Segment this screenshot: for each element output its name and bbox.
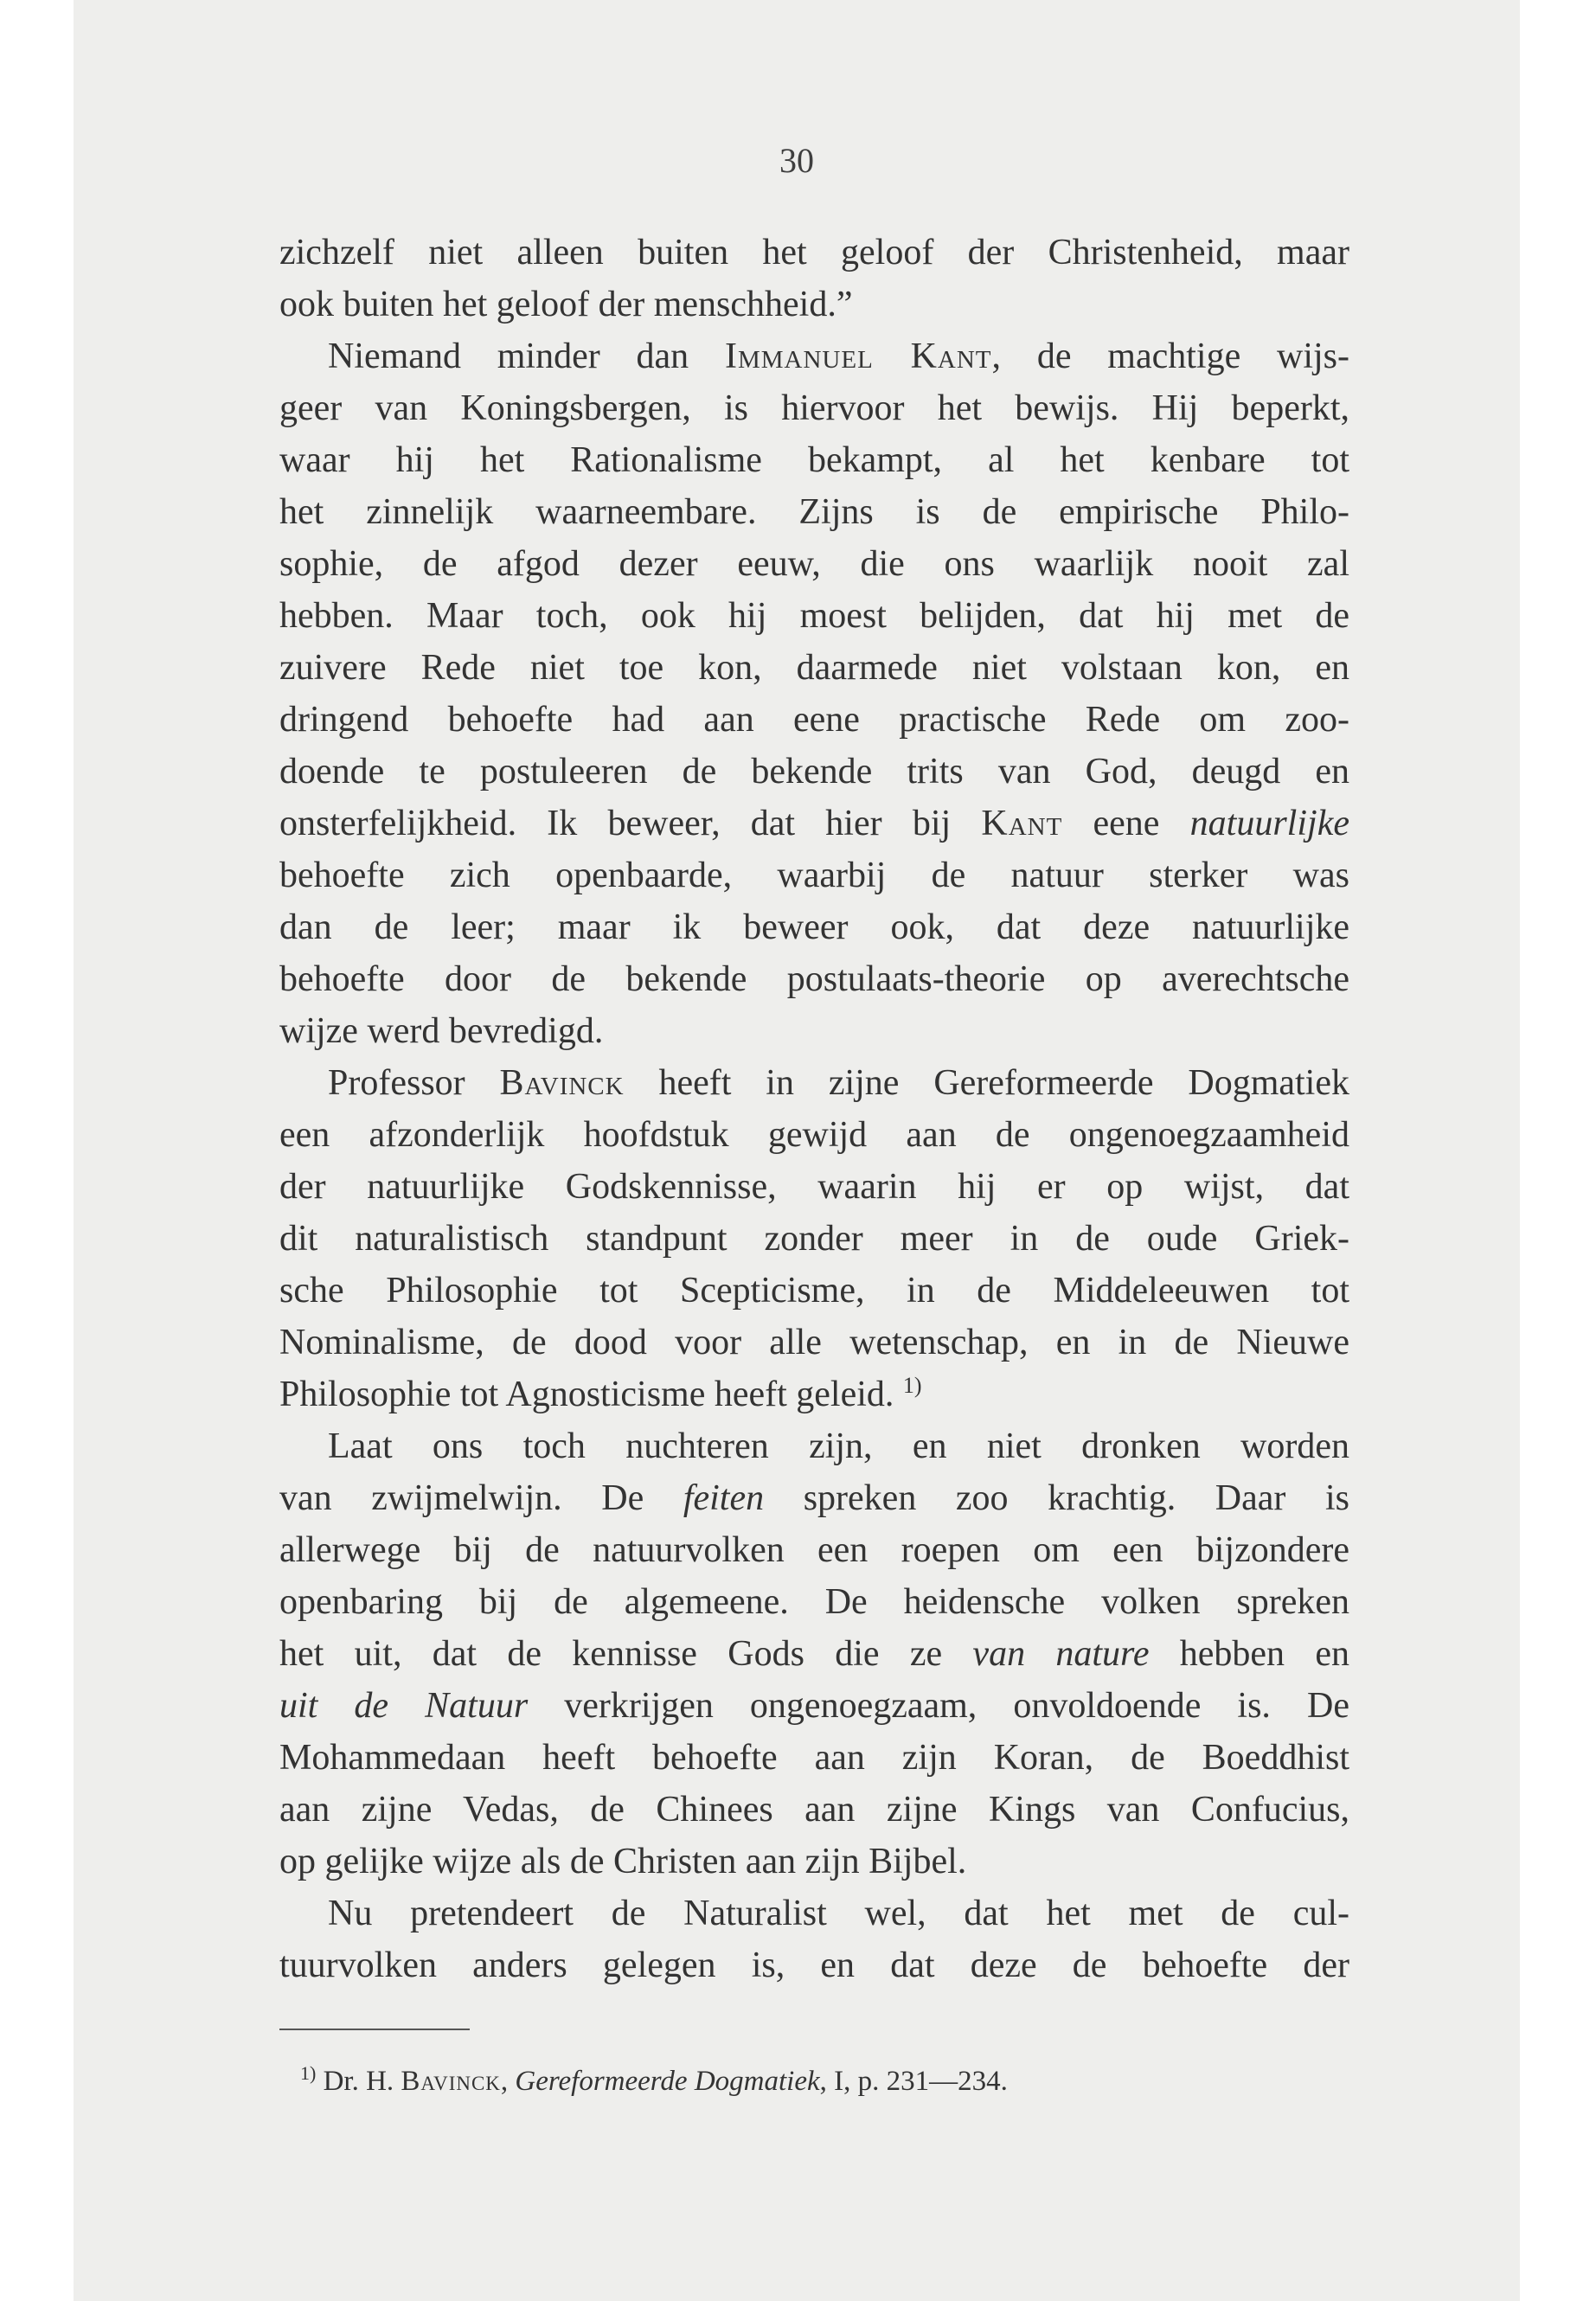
text-line: openbaring bij de algemeene. De heidensche volken spreken bbox=[279, 1582, 1349, 1622]
text-line: behoefte door de bekende postulaats-theorie op averechtsche bbox=[279, 959, 1349, 999]
text-line bbox=[279, 1680, 1349, 1732]
text-run: heeft in zijne Gereformeerde Dogmatiek bbox=[624, 1063, 1349, 1103]
text-line: behoefte zich openbaarde, waarbij de natuur sterker was bbox=[279, 856, 1349, 895]
text-run: onsterfelijkheid. Ik beweer, dat hier bij bbox=[279, 804, 982, 843]
footnote-divider bbox=[279, 2029, 470, 2030]
text-line: wijze werd bevredigd. bbox=[279, 1011, 604, 1051]
text-line: der natuurlijke Godskennisse, waarin hij er op wijst, dat bbox=[279, 1167, 1349, 1207]
text-run: van zwijmelwijn. De bbox=[279, 1478, 683, 1518]
text-line: Nu pretendeert de Naturalist wel, dat het met de cul- bbox=[328, 1894, 1349, 1933]
scan-margin-left bbox=[0, 0, 74, 2301]
text-line: een afzonderlijk hoofdstuk gewijd aan de ongenoegzaamheid bbox=[279, 1115, 1349, 1155]
text-line: zuivere Rede niet toe kon, daarmede niet volstaan kon, en bbox=[279, 648, 1349, 688]
text-line: sophie, de afgod dezer eeuw, die ons waarlijk nooit zal bbox=[279, 544, 1349, 584]
person-name: Bavinck bbox=[499, 1063, 625, 1103]
body-text bbox=[279, 227, 1349, 1991]
page-number: 30 bbox=[779, 141, 814, 180]
text-line: Mohammedaan heeft behoefte aan zijn Koran, de Boeddhist bbox=[279, 1738, 1349, 1778]
text-run: , de machtige wijs- bbox=[991, 336, 1350, 376]
text-line: sche Philosophie tot Scepticisme, in de Middeleeuwen tot bbox=[279, 1271, 1349, 1311]
emphasis: van nature bbox=[972, 1634, 1150, 1674]
text-line bbox=[279, 330, 1349, 382]
text-line: Laat ons toch nuchteren zijn, en niet dronken worden bbox=[328, 1426, 1349, 1466]
text-line: het zinnelijk waarneembare. Zijns is de empirische Philo- bbox=[279, 492, 1349, 532]
footnote-text: Dr. H. bbox=[316, 2066, 401, 2097]
text-line bbox=[279, 1057, 1349, 1109]
text-run: het uit, dat de kennisse Gods die ze bbox=[279, 1634, 973, 1674]
emphasis: feiten bbox=[683, 1478, 765, 1518]
footnote-title: Gereformeerde Dogmatiek bbox=[515, 2066, 820, 2097]
text-line: dan de leer; maar ik beweer ook, dat deze natuurlijke bbox=[279, 907, 1349, 947]
text-line bbox=[279, 1368, 1349, 1420]
text-line: doende te postuleeren de bekende trits van God, deugd en bbox=[279, 752, 1349, 792]
text-line: tuurvolken anders gelegen is, en dat deze de behoefte der bbox=[279, 1945, 1349, 1985]
text-line: dit naturalistisch standpunt zonder meer in de oude Griek- bbox=[279, 1219, 1349, 1259]
footnote-author: Bavinck bbox=[401, 2066, 501, 2097]
text-line: allerwege bij de natuurvolken een roepen om een bijzondere bbox=[279, 1530, 1349, 1570]
text-run: spreken zoo krachtig. Daar is bbox=[764, 1478, 1350, 1518]
person-name: Kant bbox=[981, 804, 1063, 843]
text-line: waar hij het Rationalisme bekampt, al het kenbare tot bbox=[279, 440, 1349, 480]
text-run: Philosophie tot Agnosticisme heeft geleid. bbox=[279, 1375, 894, 1414]
text-line: Nominalisme, de dood voor alle wetenschap, en in de Nieuwe bbox=[279, 1323, 1349, 1362]
emphasis: natuurlijke bbox=[1189, 804, 1349, 843]
paragraph-5 bbox=[279, 1888, 1349, 1991]
text-line bbox=[279, 1628, 1349, 1680]
text-run: eene bbox=[1062, 804, 1190, 843]
text-line: geer van Koningsbergen, is hiervoor het bewijs. Hij beperkt, bbox=[279, 388, 1349, 428]
text-line: ook buiten het geloof der menschheid.” bbox=[279, 285, 853, 324]
text-line bbox=[279, 1472, 1349, 1524]
text-run: Professor bbox=[328, 1063, 500, 1103]
paragraph-4 bbox=[279, 1420, 1349, 1888]
emphasis: uit de Natuur bbox=[279, 1686, 529, 1726]
text-run: Niemand minder dan bbox=[328, 336, 725, 376]
text-run: hebben en bbox=[1149, 1634, 1349, 1674]
text-line: zichzelf niet alleen buiten het geloof der Christenheid, maar bbox=[279, 233, 1349, 272]
person-name: Immanuel Kant bbox=[724, 336, 992, 376]
text-line bbox=[279, 798, 1349, 849]
footnote-reference[interactable]: 1) bbox=[902, 1373, 922, 1398]
text-line: aan zijne Vedas, de Chinees aan zijne Kings van Confucius, bbox=[279, 1790, 1349, 1830]
footnote-mark: 1) bbox=[300, 2062, 317, 2084]
text-line: dringend behoefte had aan eene practische Rede om zoo- bbox=[279, 700, 1349, 740]
scan-margin-right bbox=[1520, 0, 1596, 2301]
paragraph-1 bbox=[279, 227, 1349, 330]
footnote-text: , bbox=[500, 2066, 516, 2097]
footnote bbox=[300, 2064, 1008, 2099]
footnote-text: , I, p. 231—234. bbox=[819, 2066, 1008, 2097]
text-run: verkrijgen ongenoegzaam, onvoldoende is. De bbox=[528, 1686, 1349, 1726]
paragraph-2 bbox=[279, 330, 1349, 1057]
text-line: hebben. Maar toch, ook hij moest belijden, dat hij met de bbox=[279, 596, 1349, 636]
paragraph-3 bbox=[279, 1057, 1349, 1420]
text-line: op gelijke wijze als de Christen aan zijn Bijbel. bbox=[279, 1842, 967, 1881]
